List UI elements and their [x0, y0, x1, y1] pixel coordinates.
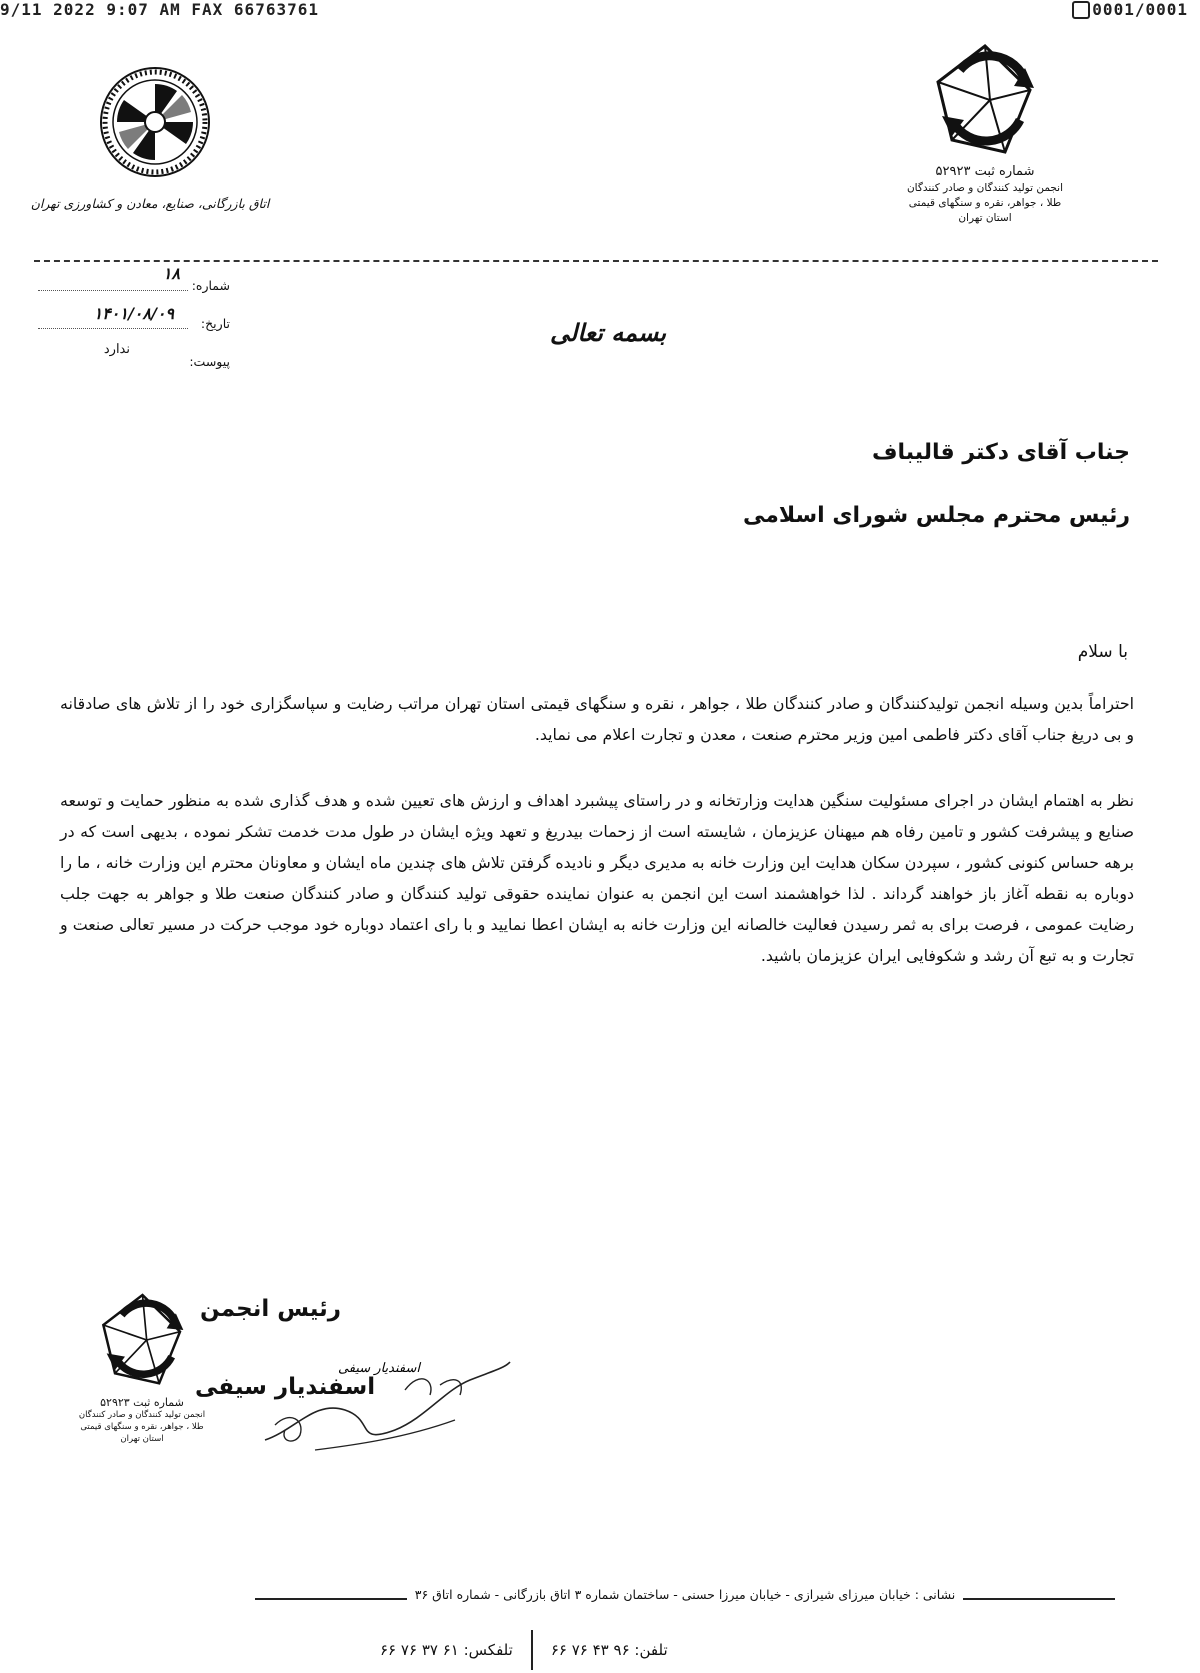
stamp-name-line: انجمن تولید کنندگان و صادر کنندگان [78, 1410, 206, 1420]
ref-attachment-value: ندارد [103, 342, 130, 357]
ref-attachment-label: پیوست: [189, 354, 230, 369]
ref-number-label: شماره: [191, 278, 230, 293]
association-letterhead [890, 40, 1080, 226]
stamp-name-line: طلا ، جواهر، نقره و سنگهای قیمتی [80, 1422, 204, 1432]
footer-address [255, 1587, 1115, 1602]
stamp-name-line: استان تهران [120, 1434, 164, 1444]
ref-date-row [30, 304, 230, 348]
chamber-name: اتاق بازرگانی، صنایع، معادن و کشاورزی تهران [30, 196, 270, 211]
footer-separator [531, 1630, 533, 1670]
body-paragraph: نظر به اهتمام ایشان در اجرای مسئولیت سنگین هدایت وزارتخانه و در راستای پیشبرد اهداف و ارزش های تعیین شده و هدف گذاری شده به منظور حمایت و توسعه صنایع و پیشرفت کشور و تامین رفاه هم میهنان عزیزمان ، شایسته است از زحمات بیدریغ و تعهد ویژه ایشان در طول مدت خدمت تشکر نموده ، بدیهی است که در برهه حساس کنونی کشور ، سپردن سکان هدایت این وزارت خانه به مدیری دیگر و نادیده گرفتن تلاش های چندین ماه ایشان و معاونان محترم این وزارت خانه ، ما را دوباره به نقطه آغاز باز خواهند گرداند . لذا خواهشمند است این انجمن به عنوان نماینده حقوقی تولید کنندگان و صادر کنندگان صنعت طلا و جواهر به جهت جلب رضایت عمومی ، فرصت برای به ثمر رسیدن فعالیت خالصانه این وزارت خانه به ایشان اعطا نمایید و با رای اعتماد دوباره خود موجب حرکت در مسیر تعالی صنعت و تجارت و به تبع آن رشد و شکوفایی ایران عزیزمان باشید. [60, 791, 1134, 965]
stamp-logo-icon [95, 1290, 190, 1390]
association-logo-icon [930, 40, 1040, 160]
association-name-line: طلا ، جواهر، نقره و سنگهای قیمتی [908, 197, 1062, 209]
association-name-line: انجمن تولید کنندگان و صادر کنندگان [906, 182, 1064, 194]
letter-reference-block [30, 264, 230, 386]
association-stamp [42, 1290, 242, 1445]
fax-page-count: 0001/0001 [1092, 0, 1188, 19]
ref-date-label: تاریخ: [200, 316, 230, 331]
bismillah: بسمه تعالی [550, 318, 667, 347]
footer-fax: تلفکس: ۶۱ ۳۷ ۷۶ ۶۶ [380, 1641, 513, 1659]
footer-address-text: نشانی : خیابان میرزای شیرازی - خیابان میرزا حسنی - ساختمان شماره ۳ اتاق بازرگانی - شماره اتاق ۳۶ [407, 1587, 963, 1602]
footer-contacts [380, 1630, 668, 1670]
fax-page-icon [1072, 1, 1090, 19]
signatory-title: رئیس انجمن [200, 1296, 341, 1322]
handwritten-signature [255, 1350, 515, 1460]
handwritten-name: اسفندیار سیفی [337, 1361, 420, 1376]
body-paragraph: احتراماً بدین وسیله انجمن تولیدکنندگان و صادر کنندگان طلا ، جواهر ، نقره و سنگهای قیمتی استان تهران مراتب رضایت و سپاسگزاری خود را از تلاش های صادقانه و بی دریغ جناب آقای دکتر فاطمی امین وزیر محترم صنعت ، معدن و تجارت اعلام می نماید. [60, 694, 1134, 744]
recipient-title: رئیس محترم مجلس شورای اسلامی [742, 503, 1130, 528]
association-name-line: استان تهران [958, 212, 1012, 224]
recipient-name: جناب آقای دکتر قالیباف [871, 440, 1130, 465]
stamp-reg-number: شماره ثبت ۵۲۹۲۳ [100, 1396, 184, 1409]
ref-attachment-row [30, 342, 230, 386]
salutation: با سلام [1077, 642, 1128, 662]
ref-number-value: ۱۸ [162, 264, 180, 283]
chamber-letterhead [30, 62, 270, 211]
fax-header-left: 9/11 2022 9:07 AM FAX 66763761 [0, 0, 319, 19]
ref-date-value: ۱۴۰۱/۰۸/۰۹ [93, 304, 174, 323]
fax-header-right [1072, 0, 1188, 19]
footer-phone: تلفن: ۹۶ ۴۳ ۷۶ ۶۶ [550, 1641, 668, 1659]
association-reg-number: شماره ثبت ۵۲۹۲۳ [935, 164, 1035, 179]
signatory-name: اسفندیار سیفی [195, 1374, 376, 1400]
chamber-logo-icon [95, 62, 215, 182]
header-divider [34, 260, 1158, 262]
